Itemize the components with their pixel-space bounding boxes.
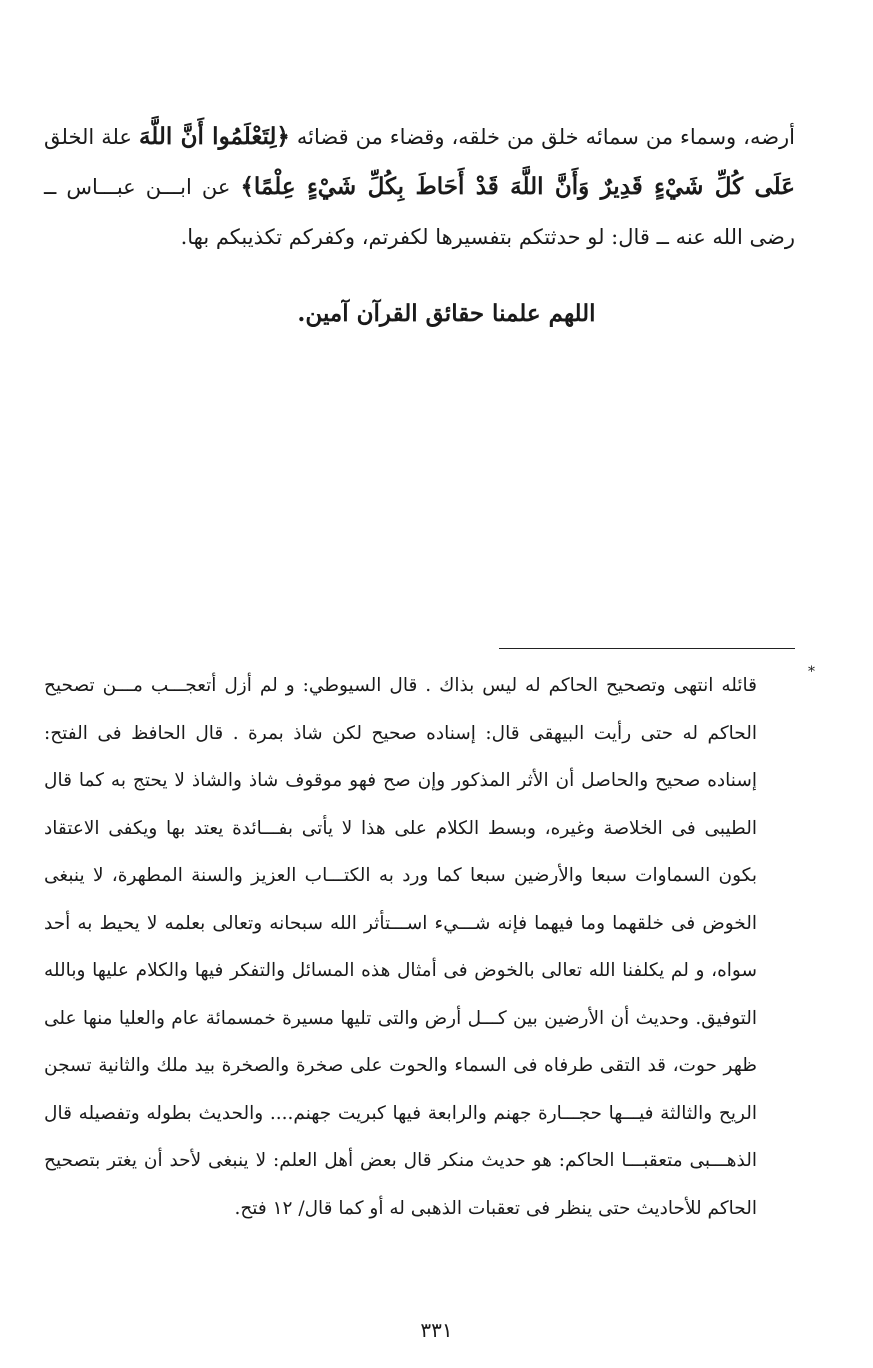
quran-verse: عَلَى كُلِّ شَيْءٍ قَدِيرٌ وَأَنَّ اللَّهَ قَدْ أَحَاطَ بِكُلِّ شَيْءٍ عِلْمًا﴾ [240,173,795,200]
main-paragraph [44,112,795,262]
main-text [44,112,795,262]
main-text-segment: عن ابـــن عبـــاس ــ [44,175,231,199]
footnote-text: قائله انتهى وتصحيح الحاكم له ليس بذاك . قال السيوطي: و لم أزل أتعجـــب مـــن تصحيح الحاكم له حتى رأيت البيهقى قال: إسناده صحيح لكن شاذ بمرة . قال الحافظ فى الفتح: إسناده صحيح والحاصل أن الأثر المذكور وإن صح فهو موقوف شاذ والشاذ لا يحتج به كما قال الطيبى فى الخلاصة وغيره، وبسط الكلام على هذا لا يأتى بفـــائدة يعتد بها ويكفى الاعتقاد بكون السماوات سبعا والأرضين سبعا كما ورد به الكتـــاب العزيز والسنة المطهرة، لا ينبغى الخوض فى خلقهما وما فيهما فإنه شـــيء اســـتأثر الله سبحانه وتعالى بعلمه لا يحيط به أحد سواه، و لم يكلفنا الله تعالى بالخوض فى أمثال هذه المسائل والتفكر فيها والكلام عليها وبالله التوفيق. وحديث أن الأرضين بين كـــل أرض والتى تليها مسيرة خمسمائة عام والعليا منها على ظهر حوت، قد التقى طرفاه فى السماء والحوت على صخرة والصخرة بيد ملك والثانية تسجن الريح والثالثة فيـــها حجـــارة جهنم والرابعة فيها كبريت جهنم.... والحديث بطوله وتفصيله قال الذهـــبى متعقبـــا الحاكم: هو حديث منكر قال بعض أهل العلم: لا ينبغى لأحد أن يغتر بتصحيح الحاكم للأحاديث حتى ينظر فى تعقبات الذهبى له أو كما قال/ ١٢ فتح. [44,675,757,1219]
main-text-segment: علة الخلق [44,125,132,149]
footnote [44,662,757,1232]
main-text-segment: رضى الله عنه ــ قال: لو حدثتكم بتفسيرها لكفرتم، وكفركم تكذيبكم بها. [180,225,795,249]
dua-line: اللهم علمنا حقائق القرآن آمين. [297,300,596,327]
quran-verse: ﴿لِتَعْلَمُوا أَنَّ اللَّهَ [138,123,290,150]
main-text-segment: أرضه، وسماء من سمائه خلق من خلقه، وقضاء من قضائه [296,125,796,149]
page-number: ٣٣١ [420,1318,453,1342]
footnote-divider [499,648,795,649]
footnote-marker: * [808,664,815,680]
